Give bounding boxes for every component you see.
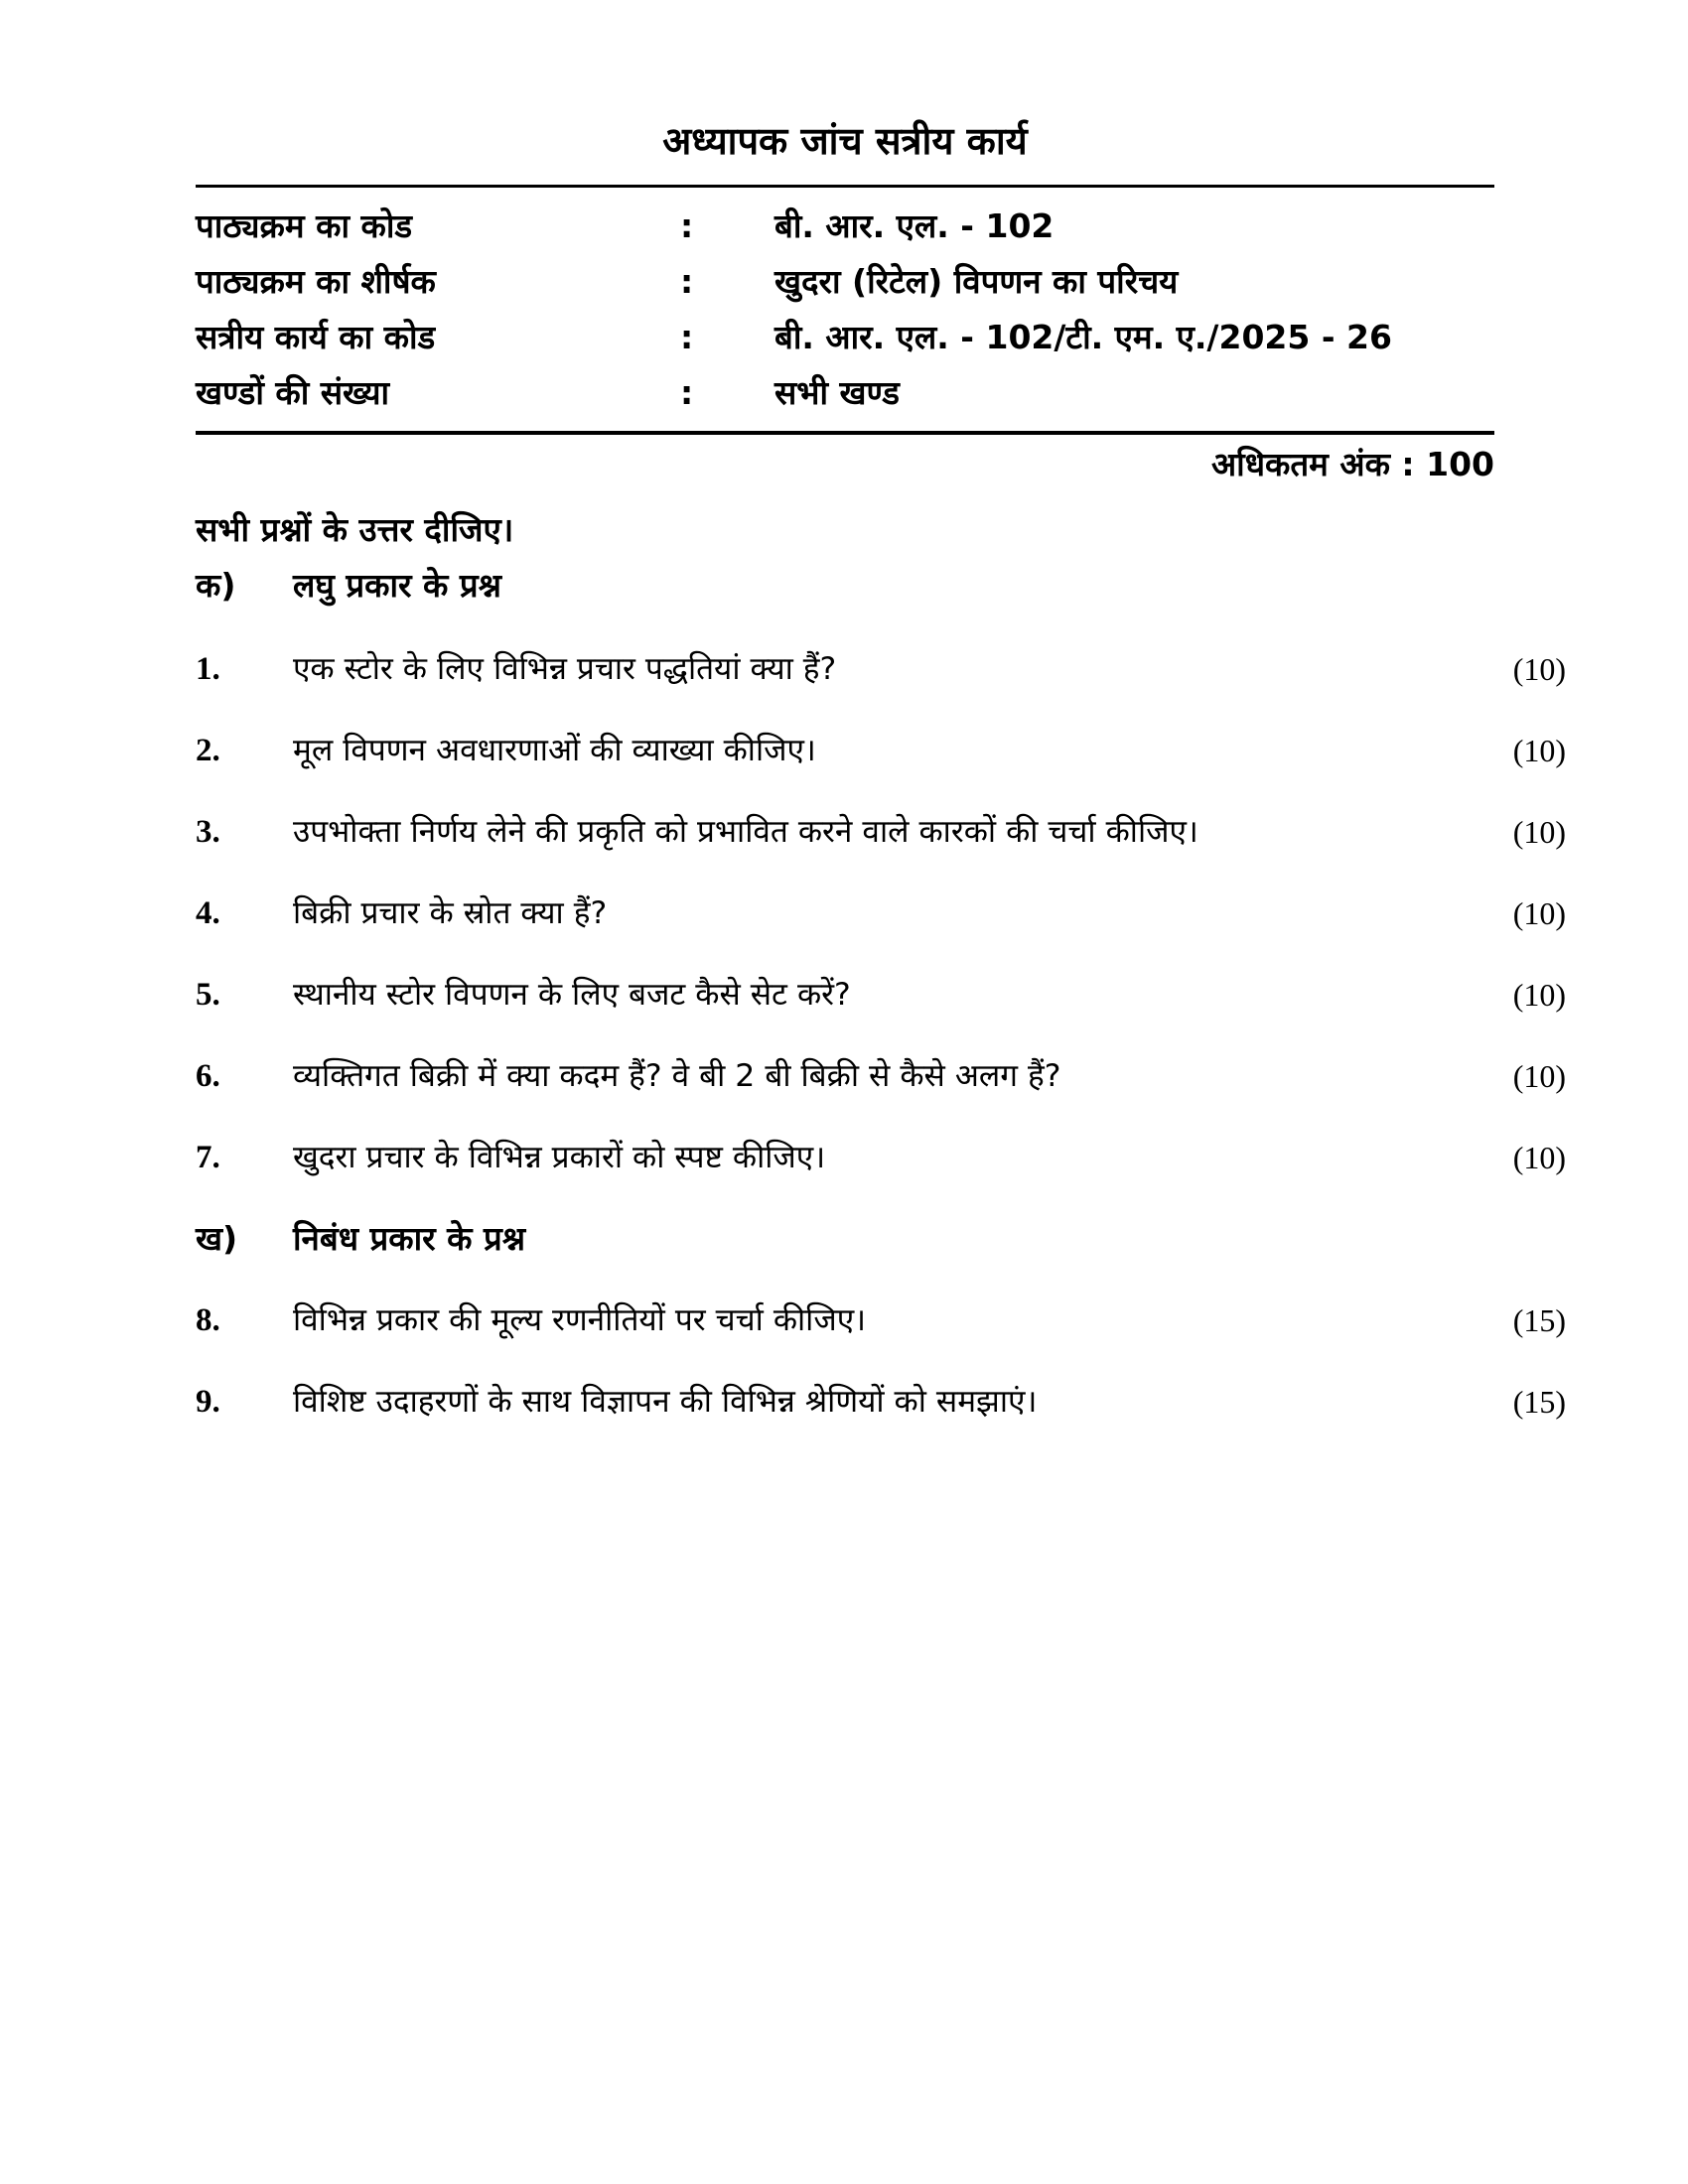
question-marks: (10): [1512, 733, 1566, 768]
question-number: 6.: [196, 1058, 220, 1094]
question-marks: (10): [1512, 814, 1566, 850]
section-a-title: लघु प्रकार के प्रश्न: [293, 566, 501, 605]
info-value: खुदरा (रिटेल) विपणन का परिचय: [774, 262, 1179, 301]
question-text: खुदरा प्रचार के विभिन्न प्रकारों को स्पष्ट कीजिए।: [293, 1140, 826, 1175]
question-text: उपभोक्ता निर्णय लेने की प्रकृति को प्रभावित करने वाले कारकों की चर्चा कीजिए।: [293, 814, 1198, 850]
question-text: विभिन्न प्रकार की मूल्य रणनीतियों पर चर्चा कीजिए।: [293, 1302, 867, 1338]
section-a-label: क): [196, 566, 236, 605]
info-colon: :: [680, 318, 694, 356]
question-marks: (10): [1512, 1058, 1566, 1094]
question-marks: (10): [1512, 1140, 1566, 1175]
max-marks-text: अधिकतम अंक : 100: [1210, 445, 1494, 483]
section-b-title: निबंध प्रकार के प्रश्न: [293, 1219, 526, 1258]
header-top-rule: [196, 185, 1494, 188]
question-text: व्यक्तिगत बिक्री में क्या कदम हैं? वे बी 2 बी बिक्री से कैसे अलग हैं?: [293, 1058, 1061, 1094]
question-marks: (15): [1512, 1302, 1566, 1338]
instruction-text: सभी प्रश्नों के उत्तर दीजिए।: [196, 510, 514, 549]
info-value: बी. आर. एल. - 102: [774, 206, 1055, 245]
page-title: अध्यापक जांच सत्रीय कार्य: [662, 119, 1028, 163]
info-label: सत्रीय कार्य का कोड: [196, 318, 436, 356]
question-text: एक स्टोर के लिए विभिन्न प्रचार पद्धतियां क्या हैं?: [293, 651, 837, 687]
question-marks: (10): [1512, 895, 1566, 931]
info-row-course-code: [196, 199, 1494, 254]
info-colon: :: [680, 262, 694, 301]
question-row-5: [196, 973, 1566, 1017]
info-colon: :: [680, 373, 694, 412]
question-row-6: [196, 1054, 1566, 1098]
question-number: 5.: [196, 977, 220, 1013]
question-text: विशिष्ट उदाहरणों के साथ विज्ञापन की विभिन्न श्रेणियों को समझाएं।: [293, 1384, 1038, 1420]
info-row-assignment-code: [196, 310, 1494, 365]
question-number: 2.: [196, 733, 220, 768]
section-b-heading: [196, 1217, 1566, 1261]
question-number: 9.: [196, 1384, 220, 1420]
questions-list: [196, 564, 1566, 1424]
question-marks: (10): [1512, 651, 1566, 687]
question-number: 1.: [196, 651, 220, 687]
info-colon: :: [680, 206, 694, 245]
course-info-table: [196, 199, 1494, 421]
question-text: स्थानीय स्टोर विपणन के लिए बजट कैसे सेट करें?: [293, 977, 851, 1013]
question-marks: (10): [1512, 977, 1566, 1013]
question-text: मूल विपणन अवधारणाओं की व्याख्या कीजिए।: [293, 733, 816, 768]
question-row-2: [196, 729, 1566, 772]
question-number: 8.: [196, 1302, 220, 1338]
question-marks: (15): [1512, 1384, 1566, 1420]
question-row-8: [196, 1298, 1566, 1342]
section-a-heading: [196, 564, 1566, 608]
question-text: बिक्री प्रचार के स्रोत क्या हैं?: [293, 895, 608, 931]
question-number: 4.: [196, 895, 220, 931]
info-label: खण्डों की संख्या: [196, 373, 390, 412]
info-row-sections-count: [196, 365, 1494, 421]
info-label: पाठ्यक्रम का शीर्षक: [196, 262, 436, 301]
question-row-3: [196, 810, 1566, 854]
info-row-course-title: [196, 254, 1494, 310]
info-value: बी. आर. एल. - 102/टी. एम. ए./2025 - 26: [774, 318, 1392, 356]
question-row-4: [196, 891, 1566, 935]
question-number: 7.: [196, 1140, 220, 1175]
question-row-9: [196, 1380, 1566, 1424]
section-b-label: ख): [196, 1219, 238, 1258]
question-row-7: [196, 1136, 1566, 1179]
header-bottom-rule: [196, 431, 1494, 435]
question-row-1: [196, 647, 1566, 691]
info-value: सभी खण्ड: [774, 373, 900, 412]
question-number: 3.: [196, 814, 220, 850]
info-label: पाठ्यक्रम का कोड: [196, 206, 413, 245]
